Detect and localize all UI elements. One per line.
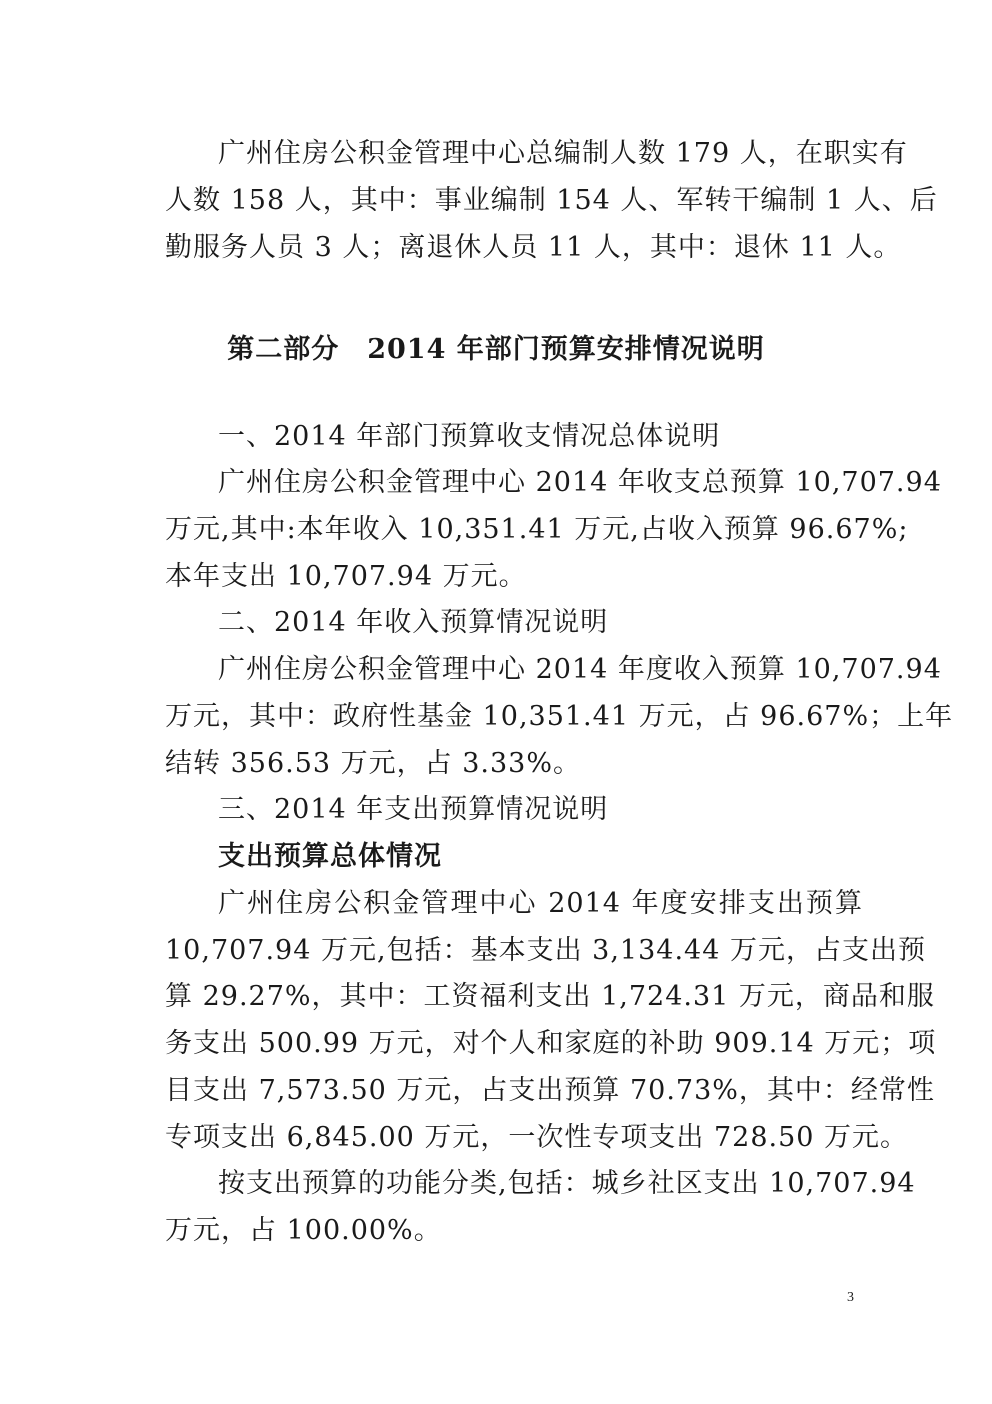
- section3-line-2: 10,707.94 万元,包括：基本支出 3,134.44 万元，占支出预: [165, 935, 926, 966]
- section3-line-3: 算 29.27%，其中：工资福利支出 1,724.31 万元，商品和服: [165, 981, 935, 1012]
- section1-heading: 一、2014 年部门预算收支情况总体说明: [218, 421, 721, 452]
- section2-heading: 二、2014 年收入预算情况说明: [218, 607, 609, 638]
- section3-heading: 三、2014 年支出预算情况说明: [218, 794, 609, 825]
- section3-line-6: 专项支出 6,845.00 万元，一次性专项支出 728.50 万元。: [165, 1122, 909, 1153]
- function-line-2: 万元，占 100.00%。: [165, 1215, 442, 1246]
- function-line-1: 按支出预算的功能分类,包括：城乡社区支出 10,707.94: [218, 1168, 916, 1199]
- section2-line-3: 结转 356.53 万元，占 3.33%。: [165, 748, 581, 779]
- section3-line-1: 广州住房公积金管理中心 2014 年度安排支出预算: [218, 888, 863, 919]
- section2-line-1: 广州住房公积金管理中心 2014 年度收入预算 10,707.94: [218, 654, 942, 685]
- intro-line-2: 人数 158 人，其中：事业编制 154 人、军转干编制 1 人、后: [165, 185, 938, 216]
- section1-line-2: 万元,其中:本年收入 10,351.41 万元,占收入预算 96.67%;: [165, 514, 909, 545]
- section3-line-4: 务支出 500.99 万元，对个人和家庭的补助 909.14 万元；项: [165, 1028, 937, 1059]
- intro-line-1: 广州住房公积金管理中心总编制人数 179 人，在职实有: [218, 138, 908, 169]
- part-title: 第二部分 2014 年部门预算安排情况说明: [227, 334, 765, 365]
- section3-subheading: 支出预算总体情况: [218, 841, 442, 872]
- section3-line-5: 目支出 7,573.50 万元，占支出预算 70.73%，其中：经常性: [165, 1075, 935, 1106]
- intro-line-3: 勤服务人员 3 人；离退休人员 11 人，其中：退休 11 人。: [165, 232, 902, 263]
- section1-line-1: 广州住房公积金管理中心 2014 年收支总预算 10,707.94: [218, 467, 942, 498]
- section1-line-3: 本年支出 10,707.94 万元。: [165, 561, 527, 592]
- section2-line-2: 万元，其中：政府性基金 10,351.41 万元，占 96.67%；上年: [165, 701, 954, 732]
- page-number: 3: [847, 1290, 854, 1305]
